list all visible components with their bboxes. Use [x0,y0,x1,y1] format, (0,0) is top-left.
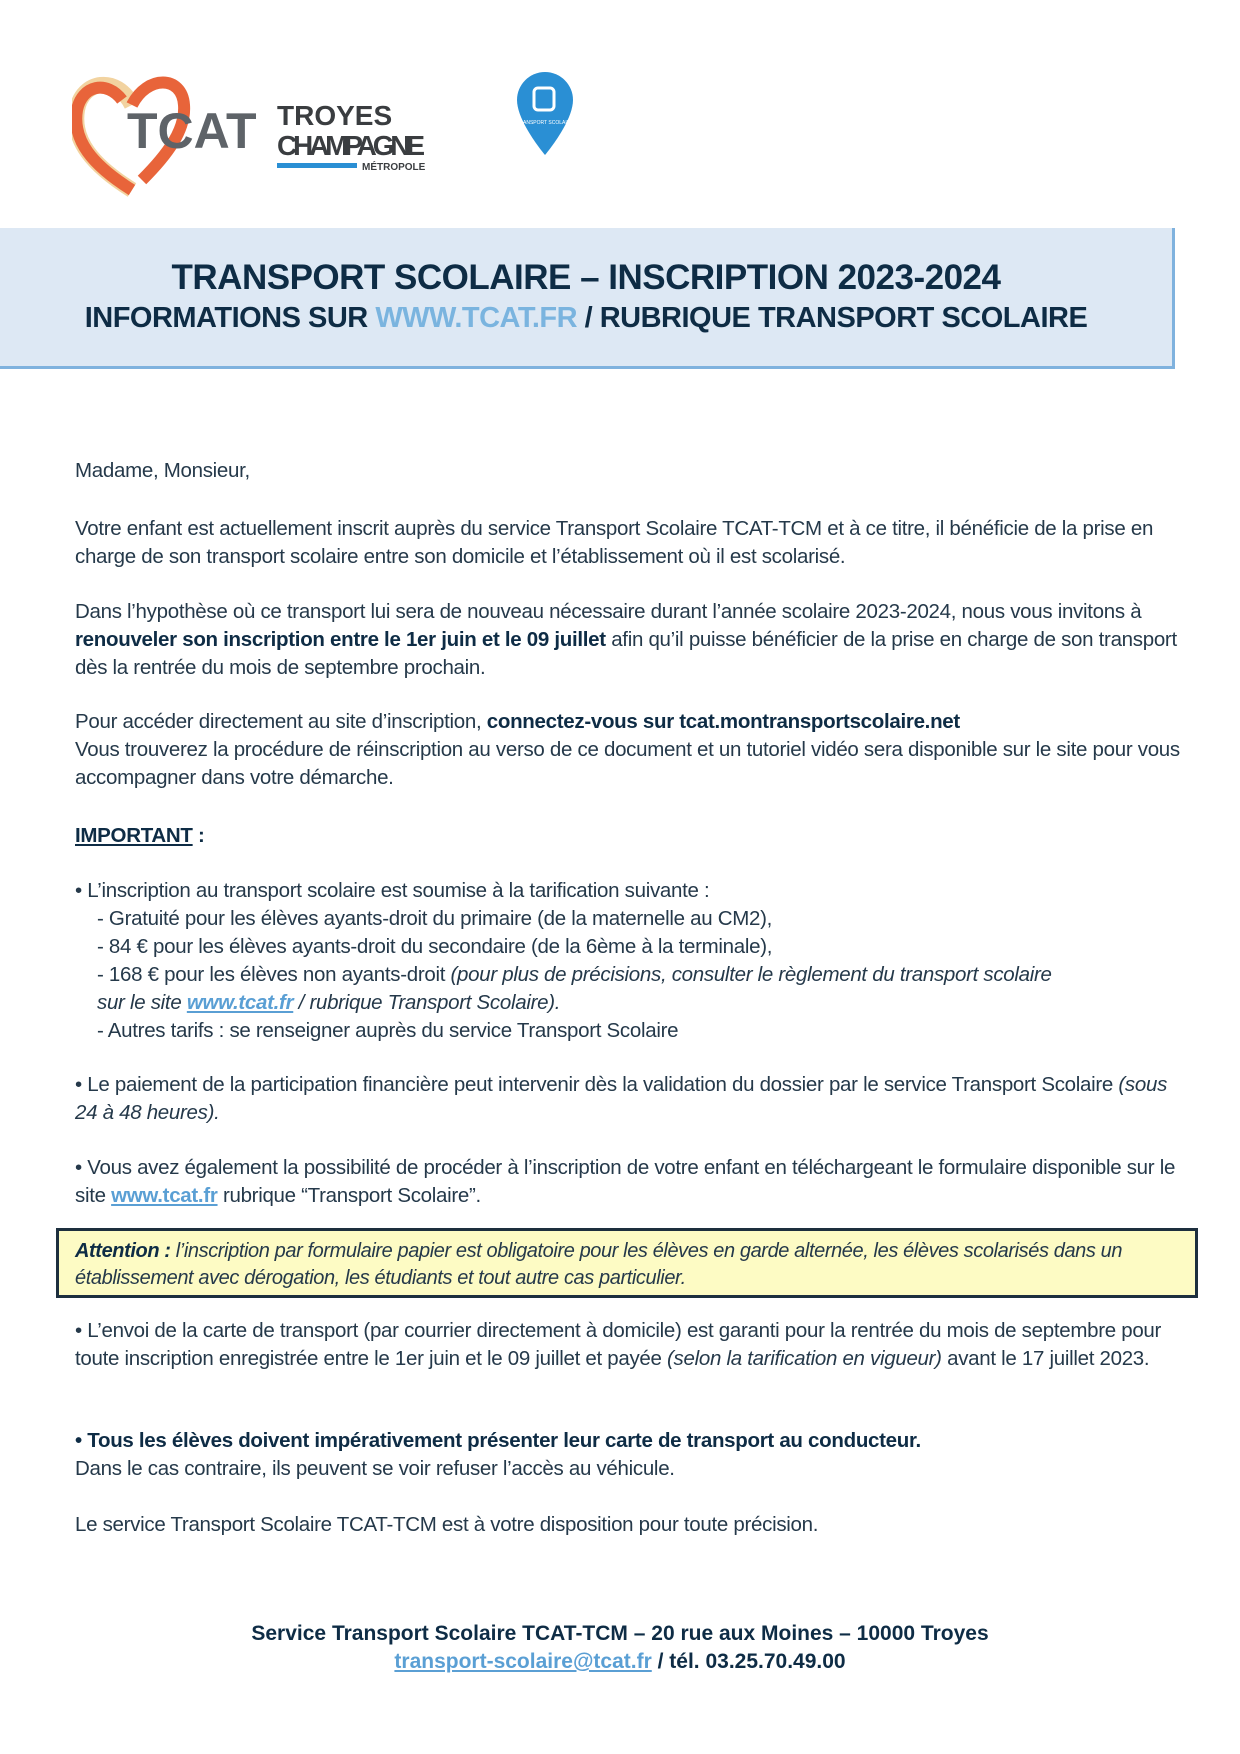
logos [72,70,592,200]
title-banner [0,228,1175,369]
footer [0,1620,1240,1676]
bullet-carte: • L’envoi de la carte de transport (par courrier directement à domicile) est garanti pour la rentrée du mois de septembre pour toute inscription enregistrée entre le 1er juin et le 09 juillet et payée (selon la tarification en vigueur) avant le 17 juillet 2023. [75,1319,1162,1370]
paragraph-1: Votre enfant est actuellement inscrit auprès du service Transport Scolaire TCAT-TCM et à ce titre, il bénéficie de la prise en charge de son transport scolaire entre son domicile et l’établissement où il est scolarisé. [75,517,1154,568]
closing: Le service Transport Scolaire TCAT-TCM est à votre disposition pour toute précision. [75,1513,819,1536]
troyes-text: TROYES [277,100,393,131]
page-title: TRANSPORT SCOLAIRE – INSCRIPTION 2023-2024 [171,258,1001,297]
page-subtitle: INFORMATIONS SUR WWW.TCAT.FR / RUBRIQUE TRANSPORT SCOLAIRE [84,302,1088,334]
registration-site-link[interactable]: connectez-vous sur tcat.montransportscolaire.net [486,710,960,733]
bullet-paiement: • Le paiement de la participation financière peut intervenir dès la validation du dossier par le service Transport Scolaire (sous 24 à 48 heures). [75,1073,1168,1124]
greeting: Madame, Monsieur, [75,459,250,482]
bullet-tarifs: • L’inscription au transport scolaire est soumise à la tarification suivante : - Gratuité pour les élèves ayants-droit du primaire (de la maternelle au CM2), - 84 € pour les élèves ayants-droit du secondaire (de la 6ème à la terminale), - 168 € pour les élèves non ayants-droit (pour plus de précisions, consulter le règlement du transport scolaire sur le site www.tcat.fr / rubrique Transport Scolaire). - Autres tarifs : se renseigner auprès du service Transport Scolaire [75,879,1052,1042]
email-link[interactable]: transport-scolaire@tcat.fr [394,1650,652,1673]
troyes-champagne-logo [277,100,426,173]
tcat-link-2[interactable]: www.tcat.fr [111,1184,218,1207]
paragraph-2: Dans l’hypothèse où ce transport lui sera de nouveau nécessaire durant l’année scolaire 2023-2024, nous vous invitons à renouveler son inscription entre le 1er juin et le 09 juillet afin qu’il puisse bénéficier de la prise en charge de son transport dès la rentrée du mois de septembre prochain. [75,600,1177,679]
logo-bar [72,70,592,200]
attention-box: Attention : l’inscription par formulaire papier est obligatoire pour les élèves en garde alternée, les élèves scolarisés dans un établissement avec dérogation, les étudiants et tout autre cas particulier. [56,1228,1198,1298]
footer-phone: / tél. 03.25.70.49.00 [651,1650,846,1673]
important-heading: IMPORTANT : [75,824,205,847]
paragraph-3: Pour accéder directement au site d’inscription, connectez-vous sur tcat.montransportscolaire.net Vous trouverez la procédure de réinscription au verso de ce document et un tutoriel vidéo sera disponible sur le site pour vous accompagner dans votre démarche. [75,710,1180,789]
champagne-text: CHAMPAGNE [277,130,425,161]
transport-scolaire-pin-icon [516,72,574,155]
tcat-link[interactable]: www.tcat.fr [186,991,294,1014]
bullet-formulaire: • Vous avez également la possibilité de procéder à l’inscription de votre enfant en téléchargeant le formulaire disponible sur le site www.tcat.fr rubrique “Transport Scolaire”. [75,1156,1176,1207]
metropole-text: MÉTROPOLE [362,162,426,173]
footer-address: Service Transport Scolaire TCAT-TCM – 20 rue aux Moines – 10000 Troyes [251,1622,989,1645]
bullet-conducteur: • Tous les élèves doivent impérativement présenter leur carte de transport au conducteur. Dans le cas contraire, ils peuvent se voir refuser l’accès au véhicule. [75,1429,921,1480]
svg-text:TRANSPORT SCOLAIRE: TRANSPORT SCOLAIRE [516,120,574,126]
tcat-logo [76,83,256,191]
tcat-logo-text: TCAT [127,103,257,159]
website-link[interactable]: WWW.TCAT.FR [375,302,578,334]
